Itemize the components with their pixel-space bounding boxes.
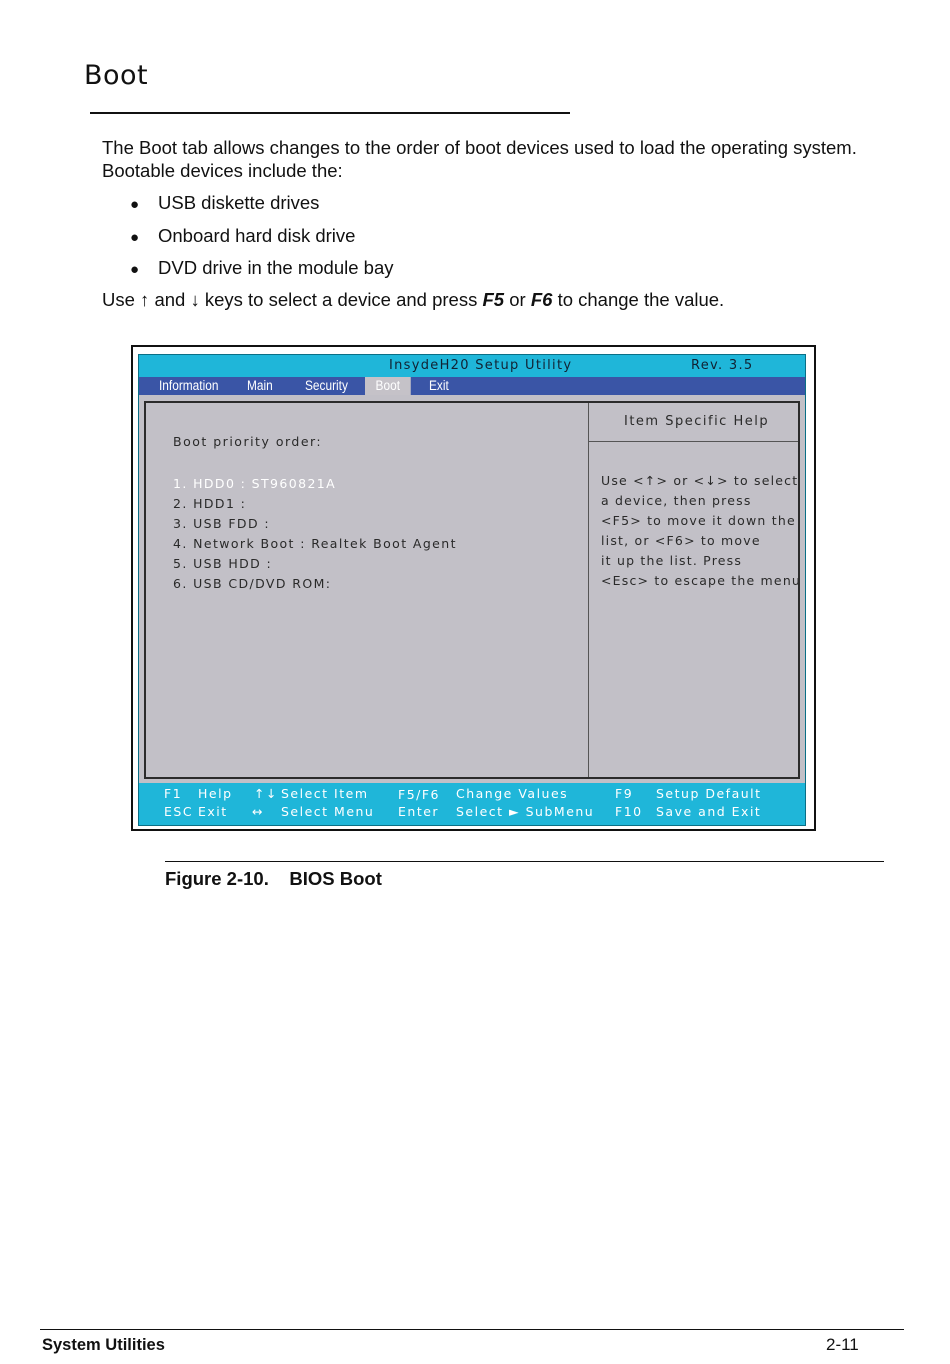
bullet-icon: ● (130, 228, 140, 246)
change-values-label: Change Values (456, 786, 569, 801)
key-instruction: Use ↑ and ↓ keys to select a device and press F5 or F6 to change the value. (102, 289, 725, 310)
section-title: Boot (84, 60, 149, 91)
help-line: <F5> to move it down the (601, 513, 796, 528)
select-submenu-label: Select ► SubMenu (456, 804, 595, 819)
select-item-label: Select Item (281, 786, 369, 801)
exit-label: Exit (198, 804, 228, 819)
bios-title: InsydeH20 Setup Utility (389, 358, 573, 373)
bullet-icon: ● (130, 261, 140, 278)
updown-arrows-icon: ↑↓ (254, 786, 278, 801)
intro-paragraph: The Boot tab allows changes to the order of boot devices used to load the operating system. Bootable devices include the: (102, 137, 857, 181)
key-f9: F9 (615, 786, 634, 801)
f5-key: F5 (482, 289, 505, 310)
up-arrow-icon: ↑ (140, 289, 150, 310)
key-f5f6: F5/F6 (398, 787, 440, 802)
key-f10: F10 (615, 804, 643, 819)
bios-title-bar (139, 355, 805, 376)
help-line: Use <↑> or <↓> to select (601, 473, 799, 488)
help-heading-rule (589, 441, 798, 442)
boot-order-list (173, 474, 457, 594)
figure-caption: Figure 2-10. BIOS Boot (165, 868, 382, 889)
down-arrow-icon: ↓ (190, 289, 200, 310)
key-enter: Enter (398, 804, 440, 819)
bios-screenshot-frame (131, 345, 816, 831)
boot-priority-label: Boot priority order: (173, 434, 323, 449)
list-item: ● USB diskette drives (130, 191, 393, 224)
panel-divider (588, 403, 589, 777)
save-exit-label: Save and Exit (656, 804, 762, 819)
tab-boot[interactable]: Boot (365, 377, 411, 395)
bios-body (139, 395, 805, 783)
help-heading: Item Specific Help (624, 414, 770, 429)
list-item: ● DVD drive in the module bay (130, 256, 393, 289)
tab-security[interactable]: Security (305, 378, 348, 393)
list-item: ● Onboard hard disk drive (130, 224, 393, 257)
title-rule (90, 112, 570, 114)
tab-information[interactable]: Information (159, 378, 219, 393)
footer-section-name: System Utilities (42, 1336, 165, 1354)
key-f1: F1 (164, 786, 183, 801)
help-line: a device, then press (601, 493, 752, 508)
footer-rule (40, 1329, 904, 1330)
boot-item[interactable]: 3. USB FDD : (173, 516, 270, 531)
key-help-label: Help (198, 786, 233, 801)
tab-exit[interactable]: Exit (429, 378, 449, 393)
tab-main[interactable]: Main (247, 378, 273, 393)
bios-screen (138, 354, 806, 826)
boot-item[interactable]: 6. USB CD/DVD ROM: (173, 576, 332, 591)
leftright-arrows-icon: ↔ (252, 804, 264, 819)
help-line: it up the list. Press (601, 553, 743, 568)
select-menu-label: Select Menu (281, 804, 375, 819)
boot-item[interactable]: 5. USB HDD : (173, 556, 273, 571)
bios-menu-bar (139, 377, 805, 395)
boot-item[interactable]: 4. Network Boot : Realtek Boot Agent (173, 536, 457, 551)
boot-item[interactable]: 1. HDD0 : ST960821A (173, 476, 337, 491)
help-line: list, or <F6> to move (601, 533, 761, 548)
bootable-devices-list (130, 191, 393, 289)
key-esc: ESC (164, 804, 194, 819)
bullet-icon: ● (130, 196, 140, 213)
page-number: 2-11 (826, 1335, 859, 1354)
help-text (601, 471, 801, 591)
boot-item[interactable]: 2. HDD1 : (173, 496, 247, 511)
setup-default-label: Setup Default (656, 786, 762, 801)
f6-key: F6 (530, 289, 553, 310)
figure-rule (165, 861, 884, 862)
bios-key-legend (139, 785, 805, 825)
bios-revision: Rev. 3.5 (691, 358, 754, 373)
bios-panel (144, 401, 800, 779)
help-line: <Esc> to escape the menu (601, 573, 802, 588)
